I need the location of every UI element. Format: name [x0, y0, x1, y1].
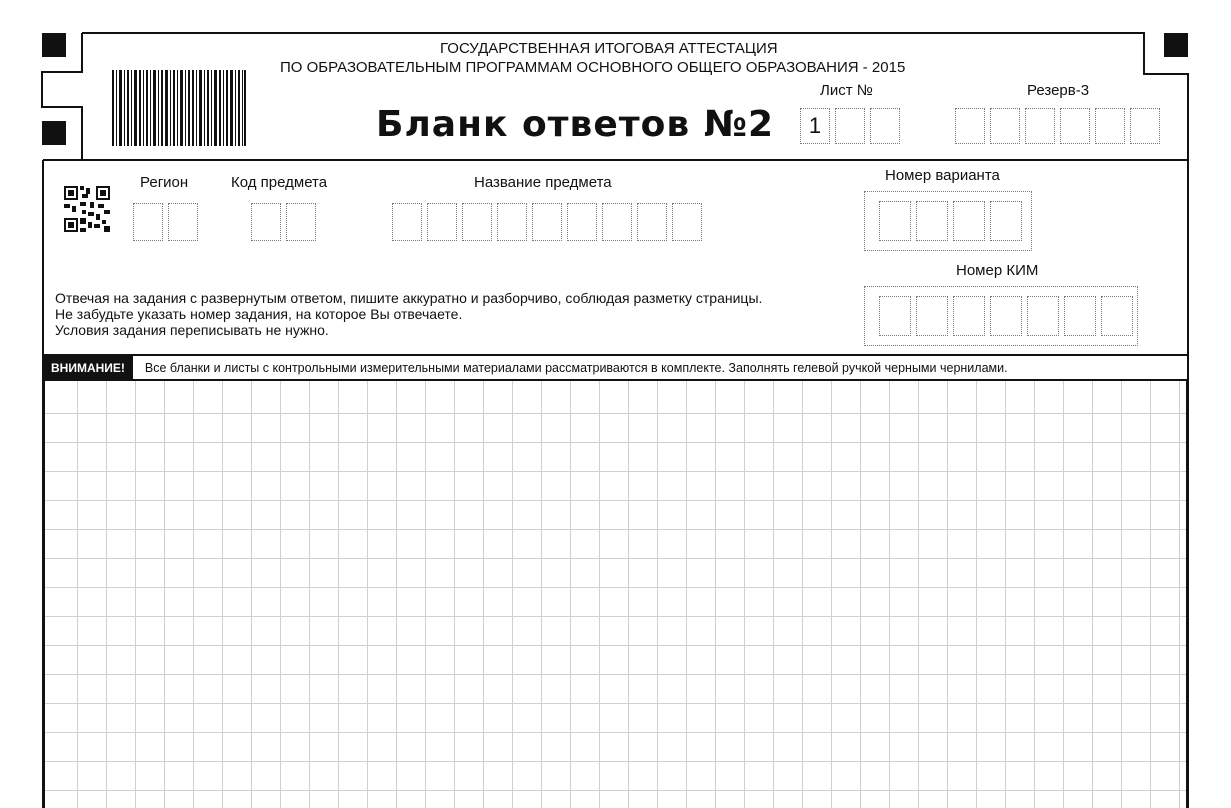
variant-cell[interactable]	[953, 201, 985, 241]
reserve-cell[interactable]	[990, 108, 1020, 144]
subject-name-cell[interactable]	[672, 203, 702, 241]
kim-cell[interactable]	[916, 296, 948, 336]
exam-title-line2: ПО ОБРАЗОВАТЕЛЬНЫМ ПРОГРАММАМ ОСНОВНОГО ОБЩЕГО ОБРАЗОВАНИЯ - 2015	[280, 59, 906, 76]
subject-name-label: Название предмета	[474, 174, 612, 191]
region-cells	[133, 203, 203, 241]
barcode-icon	[112, 70, 246, 146]
kim-cell[interactable]	[879, 296, 911, 336]
kim-cells	[879, 296, 1138, 336]
kim-cell[interactable]	[990, 296, 1022, 336]
sheet-number-cell[interactable]	[835, 108, 865, 144]
reserve-cells	[955, 108, 1165, 144]
sheet-number-cell[interactable]	[870, 108, 900, 144]
variant-cell[interactable]	[990, 201, 1022, 241]
subject-code-cell[interactable]	[286, 203, 316, 241]
subject-name-cell[interactable]	[427, 203, 457, 241]
instruction-line: Не забудьте указать номер задания, на которое Вы отвечаете.	[55, 306, 463, 322]
region-cell[interactable]	[168, 203, 198, 241]
subject-code-label: Код предмета	[231, 174, 328, 191]
answer-grid[interactable]	[43, 381, 1188, 808]
subject-name-cell[interactable]	[462, 203, 492, 241]
sheet-number-label: Лист №	[820, 82, 873, 99]
instruction-line: Отвечая на задания с развернутым ответом, пишите аккуратно и разборчиво, соблюдая разметку страницы.	[55, 290, 763, 306]
kim-cell[interactable]	[953, 296, 985, 336]
warning-text: Все бланки и листы с контрольными измерительными материалами рассматриваются в комплекте. Заполнять гелевой ручкой черными чернилами.	[144, 360, 1008, 375]
warning-tag: ВНИМАНИЕ!	[43, 356, 133, 379]
instruction-line: Условия задания переписывать не нужно.	[55, 322, 329, 338]
subject-code-cells	[251, 203, 321, 241]
qr-code-icon	[64, 186, 110, 232]
reserve-cell[interactable]	[1025, 108, 1055, 144]
reserve-cell[interactable]	[1130, 108, 1160, 144]
subject-name-cells	[392, 203, 707, 241]
subject-code-cell[interactable]	[251, 203, 281, 241]
reserve-cell[interactable]	[955, 108, 985, 144]
kim-cell[interactable]	[1064, 296, 1096, 336]
subject-name-cell[interactable]	[392, 203, 422, 241]
kim-label: Номер КИМ	[956, 262, 1039, 279]
reserve-cell[interactable]	[1060, 108, 1090, 144]
kim-cell[interactable]	[1027, 296, 1059, 336]
variant-cell[interactable]	[879, 201, 911, 241]
variant-cell[interactable]	[916, 201, 948, 241]
reserve-label: Резерв-3	[1027, 82, 1090, 99]
kim-cell[interactable]	[1101, 296, 1133, 336]
variant-label: Номер варианта	[885, 167, 1000, 184]
warning-bar	[43, 354, 1188, 381]
subject-name-cell[interactable]	[602, 203, 632, 241]
region-label: Регион	[140, 174, 189, 191]
exam-title-line1: ГОСУДАРСТВЕННАЯ ИТОГОВАЯ АТТЕСТАЦИЯ	[440, 40, 778, 57]
sheet-number-cell[interactable]: 1	[800, 108, 830, 144]
instructions	[55, 290, 762, 338]
sheet-number-cells	[800, 108, 905, 144]
subject-name-cell[interactable]	[497, 203, 527, 241]
subject-name-cell[interactable]	[567, 203, 597, 241]
region-cell[interactable]	[133, 203, 163, 241]
form-title: Бланк ответов №2	[376, 104, 775, 145]
subject-name-cell[interactable]	[637, 203, 667, 241]
subject-name-cell[interactable]	[532, 203, 562, 241]
reserve-cell[interactable]	[1095, 108, 1125, 144]
variant-cells	[879, 201, 1027, 241]
